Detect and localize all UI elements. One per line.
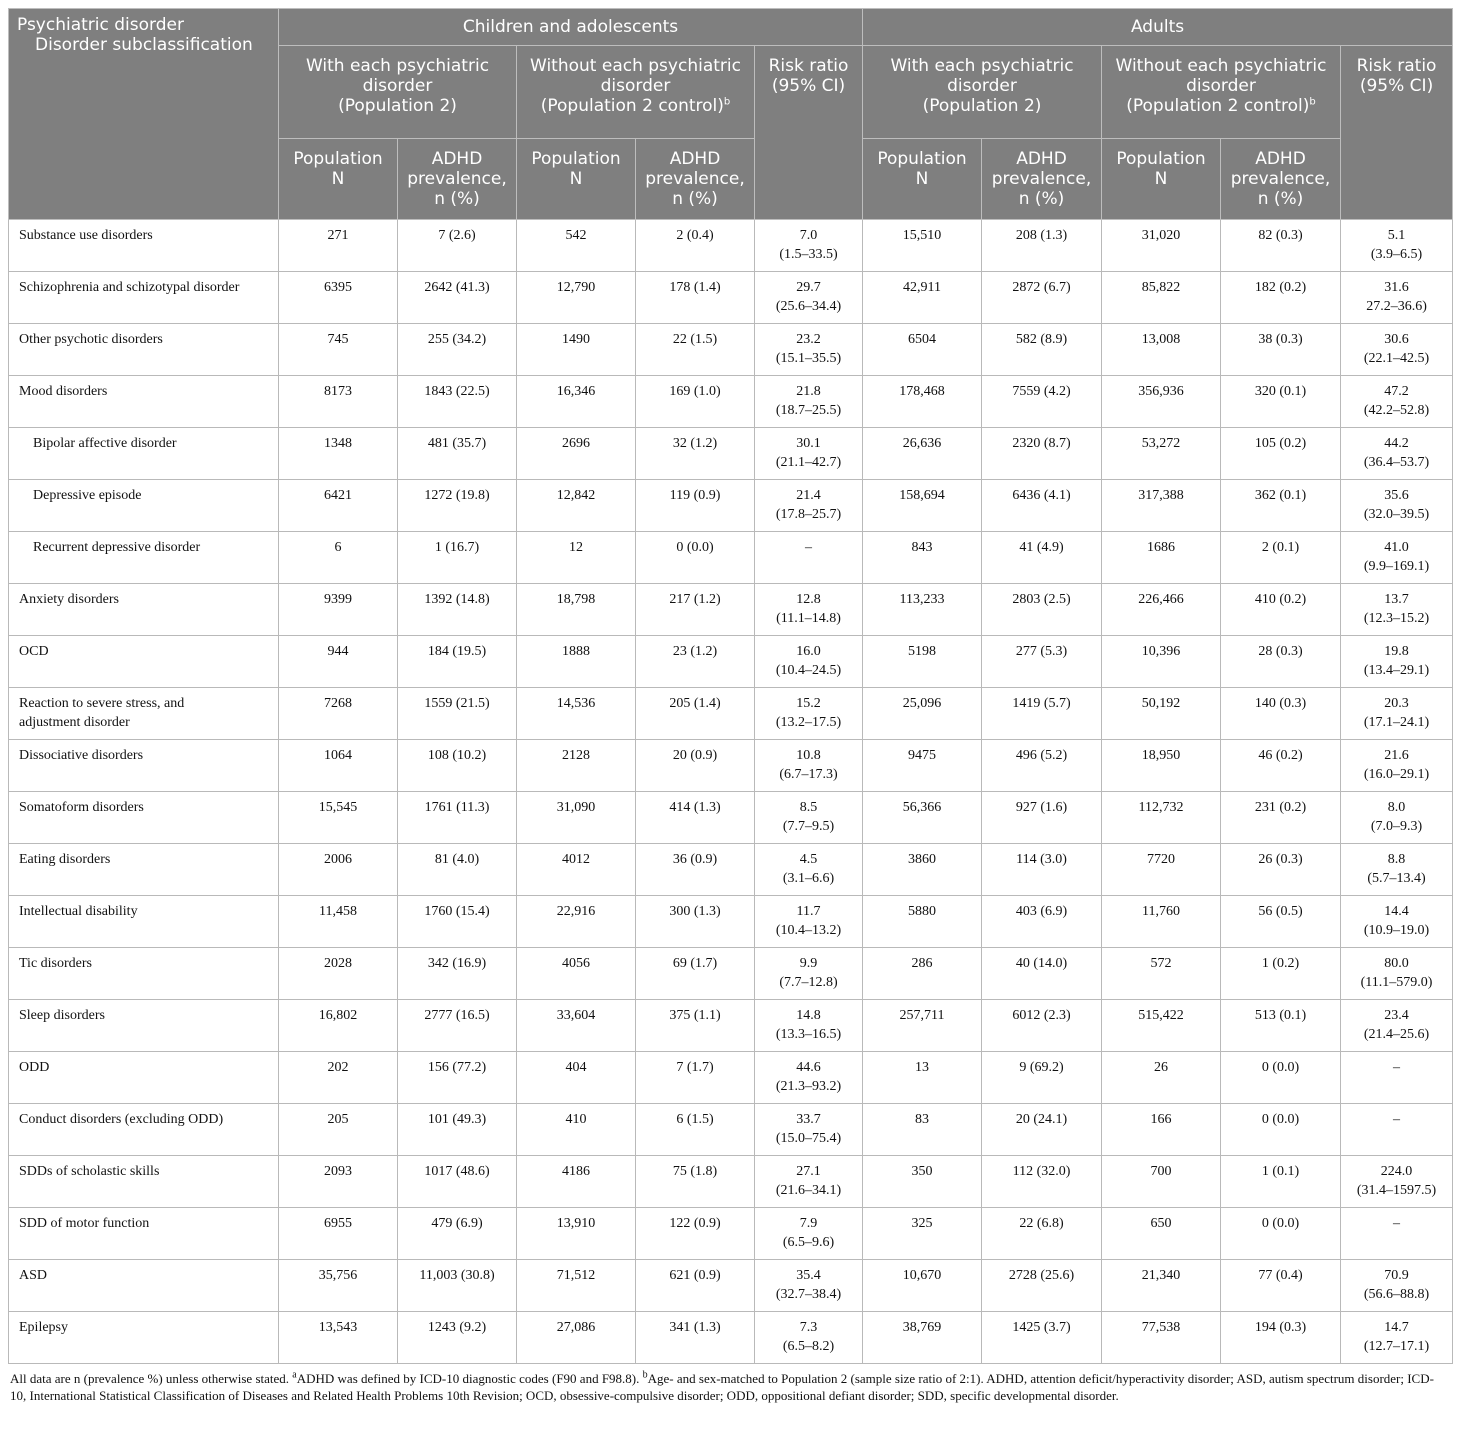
row-label: ODD bbox=[9, 1052, 279, 1104]
children-with-population: 2093 bbox=[279, 1156, 398, 1208]
adults-without-population: 112,732 bbox=[1102, 792, 1221, 844]
children-with-population: 6395 bbox=[279, 272, 398, 324]
children-with-adhd: 1559 (21.5) bbox=[398, 688, 517, 740]
table-row bbox=[9, 1000, 1453, 1052]
adults-without-population: 13,008 bbox=[1102, 324, 1221, 376]
children-risk-ratio: 9.9 (7.7–12.8) bbox=[755, 948, 863, 1000]
adults-without-population: 50,192 bbox=[1102, 688, 1221, 740]
children-without-population: 2128 bbox=[517, 740, 636, 792]
header-children-with: With each psychiatric disorder (Population 2) bbox=[279, 46, 517, 139]
row-label: Reaction to severe stress, and adjustment disorder bbox=[9, 688, 279, 740]
adults-with-adhd: 114 (3.0) bbox=[982, 844, 1102, 896]
children-with-adhd: 81 (4.0) bbox=[398, 844, 517, 896]
children-with-adhd: 342 (16.9) bbox=[398, 948, 517, 1000]
table-footnote: All data are n (prevalence %) unless otherwise stated. $^a$ADHD was defined by ICD-10 diagnostic codes (F90 and F98.8). $^b$Age- and sex-matched to Population 2 (sample size ratio of 2:1). ADHD, attention deficit/hyperactivity disorder; ASD, autism spectrum disorder; ICD-10, International Statistical Classification of Diseases and Related Health Problems 10th Revision; OCD, obsessive-compulsive disorder; ODD, oppositional defiant disorder; SDD, specific developmental disorder. bbox=[10, 1369, 1434, 1403]
adults-risk-ratio: 14.4 (10.9–19.0) bbox=[1341, 896, 1453, 948]
adults-without-population: 10,396 bbox=[1102, 636, 1221, 688]
children-without-adhd: 23 (1.2) bbox=[636, 636, 755, 688]
header-children-without: Without each psychiatric disorder (Population 2 control)$^b$ bbox=[517, 46, 755, 139]
children-without-adhd: 69 (1.7) bbox=[636, 948, 755, 1000]
children-risk-ratio: 44.6 (21.3–93.2) bbox=[755, 1052, 863, 1104]
children-with-population: 16,802 bbox=[279, 1000, 398, 1052]
row-label: Tic disorders bbox=[9, 948, 279, 1000]
adults-risk-ratio: 41.0 (9.9–169.1) bbox=[1341, 532, 1453, 584]
row-label: Recurrent depressive disorder bbox=[9, 532, 279, 584]
children-risk-ratio: 4.5 (3.1–6.6) bbox=[755, 844, 863, 896]
adults-without-adhd: 1 (0.2) bbox=[1221, 948, 1341, 1000]
adults-with-adhd: 22 (6.8) bbox=[982, 1208, 1102, 1260]
adults-without-adhd: 231 (0.2) bbox=[1221, 792, 1341, 844]
adults-without-population: 77,538 bbox=[1102, 1312, 1221, 1364]
children-without-population: 1888 bbox=[517, 636, 636, 688]
row-label: Sleep disorders bbox=[9, 1000, 279, 1052]
children-with-adhd: 1272 (19.8) bbox=[398, 480, 517, 532]
children-without-adhd: 119 (0.9) bbox=[636, 480, 755, 532]
table-row bbox=[9, 480, 1453, 532]
adults-without-population: 31,020 bbox=[1102, 220, 1221, 272]
adults-with-population: 56,366 bbox=[863, 792, 982, 844]
row-label: Intellectual disability bbox=[9, 896, 279, 948]
adults-with-population: 178,468 bbox=[863, 376, 982, 428]
children-with-adhd: 481 (35.7) bbox=[398, 428, 517, 480]
children-without-adhd: 7 (1.7) bbox=[636, 1052, 755, 1104]
children-with-adhd: 1 (16.7) bbox=[398, 532, 517, 584]
adults-with-population: 42,911 bbox=[863, 272, 982, 324]
header-adhd-prevalence: ADHD prevalence, n (%) bbox=[982, 139, 1102, 220]
adults-risk-ratio: 5.1 (3.9–6.5) bbox=[1341, 220, 1453, 272]
adults-with-adhd: 403 (6.9) bbox=[982, 896, 1102, 948]
adults-without-adhd: 46 (0.2) bbox=[1221, 740, 1341, 792]
adults-with-population: 9475 bbox=[863, 740, 982, 792]
adults-without-population: 650 bbox=[1102, 1208, 1221, 1260]
table-row bbox=[9, 844, 1453, 896]
children-risk-ratio: 11.7 (10.4–13.2) bbox=[755, 896, 863, 948]
header-adhd-prevalence: ADHD prevalence, n (%) bbox=[636, 139, 755, 220]
header-adhd-prevalence: ADHD prevalence, n (%) bbox=[1221, 139, 1341, 220]
children-with-population: 1064 bbox=[279, 740, 398, 792]
table-body bbox=[9, 220, 1453, 1364]
adults-without-adhd: 140 (0.3) bbox=[1221, 688, 1341, 740]
children-without-adhd: 20 (0.9) bbox=[636, 740, 755, 792]
row-label: Conduct disorders (excluding ODD) bbox=[9, 1104, 279, 1156]
table-row bbox=[9, 532, 1453, 584]
adults-with-adhd: 277 (5.3) bbox=[982, 636, 1102, 688]
table-row bbox=[9, 272, 1453, 324]
adults-with-population: 15,510 bbox=[863, 220, 982, 272]
row-label: Mood disorders bbox=[9, 376, 279, 428]
children-risk-ratio: 7.0 (1.5–33.5) bbox=[755, 220, 863, 272]
children-with-population: 745 bbox=[279, 324, 398, 376]
children-without-population: 4056 bbox=[517, 948, 636, 1000]
table-row bbox=[9, 1260, 1453, 1312]
children-with-population: 205 bbox=[279, 1104, 398, 1156]
row-label: Eating disorders bbox=[9, 844, 279, 896]
children-without-population: 27,086 bbox=[517, 1312, 636, 1364]
table-row bbox=[9, 1052, 1453, 1104]
children-with-population: 7268 bbox=[279, 688, 398, 740]
adults-with-population: 38,769 bbox=[863, 1312, 982, 1364]
children-without-population: 16,346 bbox=[517, 376, 636, 428]
adults-without-adhd: 0 (0.0) bbox=[1221, 1208, 1341, 1260]
header-group-adults: Adults bbox=[863, 9, 1453, 46]
adults-with-adhd: 40 (14.0) bbox=[982, 948, 1102, 1000]
table-container bbox=[8, 8, 1452, 1404]
table-row bbox=[9, 376, 1453, 428]
adults-without-population: 1686 bbox=[1102, 532, 1221, 584]
adults-with-adhd: 41 (4.9) bbox=[982, 532, 1102, 584]
row-label: SDD of motor function bbox=[9, 1208, 279, 1260]
adults-with-adhd: 1419 (5.7) bbox=[982, 688, 1102, 740]
adults-without-population: 18,950 bbox=[1102, 740, 1221, 792]
adults-with-adhd: 2320 (8.7) bbox=[982, 428, 1102, 480]
adults-without-population: 7720 bbox=[1102, 844, 1221, 896]
adults-without-adhd: 28 (0.3) bbox=[1221, 636, 1341, 688]
adults-without-adhd: 38 (0.3) bbox=[1221, 324, 1341, 376]
adults-with-adhd: 6012 (2.3) bbox=[982, 1000, 1102, 1052]
row-label: ASD bbox=[9, 1260, 279, 1312]
children-risk-ratio: 7.3 (6.5–8.2) bbox=[755, 1312, 863, 1364]
adults-without-adhd: 182 (0.2) bbox=[1221, 272, 1341, 324]
adults-with-population: 325 bbox=[863, 1208, 982, 1260]
adults-risk-ratio: – bbox=[1341, 1208, 1453, 1260]
children-risk-ratio: 29.7 (25.6–34.4) bbox=[755, 272, 863, 324]
children-without-adhd: 22 (1.5) bbox=[636, 324, 755, 376]
adhd-comorbidity-table bbox=[8, 8, 1453, 1364]
children-risk-ratio: 23.2 (15.1–35.5) bbox=[755, 324, 863, 376]
adults-without-adhd: 105 (0.2) bbox=[1221, 428, 1341, 480]
adults-risk-ratio: 35.6 (32.0–39.5) bbox=[1341, 480, 1453, 532]
row-label: Somatoform disorders bbox=[9, 792, 279, 844]
children-without-adhd: 300 (1.3) bbox=[636, 896, 755, 948]
children-with-population: 944 bbox=[279, 636, 398, 688]
adults-with-population: 158,694 bbox=[863, 480, 982, 532]
adults-with-adhd: 7559 (4.2) bbox=[982, 376, 1102, 428]
adults-with-population: 257,711 bbox=[863, 1000, 982, 1052]
children-with-population: 2028 bbox=[279, 948, 398, 1000]
table-header bbox=[9, 9, 1453, 220]
table-row bbox=[9, 1208, 1453, 1260]
table-row bbox=[9, 1156, 1453, 1208]
children-without-population: 4012 bbox=[517, 844, 636, 896]
table-row bbox=[9, 428, 1453, 480]
header-population-n: Population N bbox=[1102, 139, 1221, 220]
children-with-adhd: 1392 (14.8) bbox=[398, 584, 517, 636]
children-without-population: 12,842 bbox=[517, 480, 636, 532]
children-without-population: 2696 bbox=[517, 428, 636, 480]
children-risk-ratio: 14.8 (13.3–16.5) bbox=[755, 1000, 863, 1052]
children-without-population: 542 bbox=[517, 220, 636, 272]
children-without-population: 1490 bbox=[517, 324, 636, 376]
adults-without-adhd: 1 (0.1) bbox=[1221, 1156, 1341, 1208]
table-row bbox=[9, 636, 1453, 688]
row-label: Dissociative disorders bbox=[9, 740, 279, 792]
row-label: Bipolar affective disorder bbox=[9, 428, 279, 480]
adults-with-adhd: 9 (69.2) bbox=[982, 1052, 1102, 1104]
adults-without-adhd: 0 (0.0) bbox=[1221, 1052, 1341, 1104]
row-label: Depressive episode bbox=[9, 480, 279, 532]
children-without-adhd: 414 (1.3) bbox=[636, 792, 755, 844]
children-without-adhd: 169 (1.0) bbox=[636, 376, 755, 428]
children-without-adhd: 341 (1.3) bbox=[636, 1312, 755, 1364]
children-with-adhd: 1243 (9.2) bbox=[398, 1312, 517, 1364]
adults-with-population: 26,636 bbox=[863, 428, 982, 480]
adults-with-adhd: 2872 (6.7) bbox=[982, 272, 1102, 324]
children-with-population: 11,458 bbox=[279, 896, 398, 948]
children-with-adhd: 7 (2.6) bbox=[398, 220, 517, 272]
header-population-n: Population N bbox=[863, 139, 982, 220]
children-with-population: 2006 bbox=[279, 844, 398, 896]
adults-with-adhd: 112 (32.0) bbox=[982, 1156, 1102, 1208]
adults-risk-ratio: 21.6 (16.0–29.1) bbox=[1341, 740, 1453, 792]
children-with-adhd: 1760 (15.4) bbox=[398, 896, 517, 948]
children-with-adhd: 101 (49.3) bbox=[398, 1104, 517, 1156]
children-with-population: 35,756 bbox=[279, 1260, 398, 1312]
children-without-adhd: 36 (0.9) bbox=[636, 844, 755, 896]
adults-without-population: 572 bbox=[1102, 948, 1221, 1000]
children-with-adhd: 108 (10.2) bbox=[398, 740, 517, 792]
adults-with-population: 113,233 bbox=[863, 584, 982, 636]
adults-risk-ratio: 31.6 27.2–36.6) bbox=[1341, 272, 1453, 324]
adults-risk-ratio: 14.7 (12.7–17.1) bbox=[1341, 1312, 1453, 1364]
children-with-adhd: 2777 (16.5) bbox=[398, 1000, 517, 1052]
children-without-adhd: 32 (1.2) bbox=[636, 428, 755, 480]
header-children-risk-ratio: Risk ratio (95% CI) bbox=[755, 46, 863, 220]
header-subclassification-label: Disorder subclassification bbox=[35, 35, 253, 55]
header-adults-without: Without each psychiatric disorder (Population 2 control)$^b$ bbox=[1102, 46, 1341, 139]
adults-without-population: 515,422 bbox=[1102, 1000, 1221, 1052]
row-label: Substance use disorders bbox=[9, 220, 279, 272]
children-risk-ratio: 35.4 (32.7–38.4) bbox=[755, 1260, 863, 1312]
children-without-adhd: 375 (1.1) bbox=[636, 1000, 755, 1052]
children-without-adhd: 178 (1.4) bbox=[636, 272, 755, 324]
children-with-population: 6 bbox=[279, 532, 398, 584]
table-row bbox=[9, 220, 1453, 272]
header-adhd-prevalence: ADHD prevalence, n (%) bbox=[398, 139, 517, 220]
children-without-population: 14,536 bbox=[517, 688, 636, 740]
children-with-adhd: 1017 (48.6) bbox=[398, 1156, 517, 1208]
children-without-population: 404 bbox=[517, 1052, 636, 1104]
children-without-adhd: 0 (0.0) bbox=[636, 532, 755, 584]
adults-risk-ratio: 19.8 (13.4–29.1) bbox=[1341, 636, 1453, 688]
children-risk-ratio: 10.8 (6.7–17.3) bbox=[755, 740, 863, 792]
adults-without-adhd: 2 (0.1) bbox=[1221, 532, 1341, 584]
adults-with-population: 10,670 bbox=[863, 1260, 982, 1312]
adults-risk-ratio: 30.6 (22.1–42.5) bbox=[1341, 324, 1453, 376]
table-row bbox=[9, 1312, 1453, 1364]
table-row bbox=[9, 584, 1453, 636]
adults-risk-ratio: 70.9 (56.6–88.8) bbox=[1341, 1260, 1453, 1312]
adults-risk-ratio: 44.2 (36.4–53.7) bbox=[1341, 428, 1453, 480]
adults-without-population: 11,760 bbox=[1102, 896, 1221, 948]
adults-without-adhd: 26 (0.3) bbox=[1221, 844, 1341, 896]
adults-without-population: 356,936 bbox=[1102, 376, 1221, 428]
children-with-adhd: 184 (19.5) bbox=[398, 636, 517, 688]
adults-risk-ratio: – bbox=[1341, 1104, 1453, 1156]
adults-with-population: 6504 bbox=[863, 324, 982, 376]
adults-with-population: 3860 bbox=[863, 844, 982, 896]
adults-risk-ratio: 13.7 (12.3–15.2) bbox=[1341, 584, 1453, 636]
adults-with-adhd: 208 (1.3) bbox=[982, 220, 1102, 272]
adults-without-adhd: 362 (0.1) bbox=[1221, 480, 1341, 532]
adults-with-adhd: 20 (24.1) bbox=[982, 1104, 1102, 1156]
header-population-n: Population N bbox=[279, 139, 398, 220]
adults-without-population: 700 bbox=[1102, 1156, 1221, 1208]
row-label: Anxiety disorders bbox=[9, 584, 279, 636]
adults-with-adhd: 2728 (25.6) bbox=[982, 1260, 1102, 1312]
children-with-adhd: 156 (77.2) bbox=[398, 1052, 517, 1104]
children-with-adhd: 255 (34.2) bbox=[398, 324, 517, 376]
adults-without-adhd: 194 (0.3) bbox=[1221, 1312, 1341, 1364]
adults-without-population: 53,272 bbox=[1102, 428, 1221, 480]
children-with-population: 13,543 bbox=[279, 1312, 398, 1364]
children-risk-ratio: 33.7 (15.0–75.4) bbox=[755, 1104, 863, 1156]
adults-with-population: 13 bbox=[863, 1052, 982, 1104]
adults-with-adhd: 927 (1.6) bbox=[982, 792, 1102, 844]
adults-with-adhd: 6436 (4.1) bbox=[982, 480, 1102, 532]
adults-without-adhd: 82 (0.3) bbox=[1221, 220, 1341, 272]
children-without-population: 33,604 bbox=[517, 1000, 636, 1052]
children-without-population: 12,790 bbox=[517, 272, 636, 324]
children-without-population: 31,090 bbox=[517, 792, 636, 844]
row-label: Epilepsy bbox=[9, 1312, 279, 1364]
children-without-population: 4186 bbox=[517, 1156, 636, 1208]
adults-with-population: 843 bbox=[863, 532, 982, 584]
children-risk-ratio: 30.1 (21.1–42.7) bbox=[755, 428, 863, 480]
header-population-n: Population N bbox=[517, 139, 636, 220]
children-without-population: 12 bbox=[517, 532, 636, 584]
table-row bbox=[9, 948, 1453, 1000]
children-without-adhd: 205 (1.4) bbox=[636, 688, 755, 740]
children-without-adhd: 621 (0.9) bbox=[636, 1260, 755, 1312]
children-with-population: 8173 bbox=[279, 376, 398, 428]
table-row bbox=[9, 688, 1453, 740]
children-risk-ratio: 16.0 (10.4–24.5) bbox=[755, 636, 863, 688]
children-with-population: 1348 bbox=[279, 428, 398, 480]
adults-with-population: 83 bbox=[863, 1104, 982, 1156]
children-without-adhd: 2 (0.4) bbox=[636, 220, 755, 272]
children-with-population: 6955 bbox=[279, 1208, 398, 1260]
children-without-adhd: 75 (1.8) bbox=[636, 1156, 755, 1208]
children-without-population: 410 bbox=[517, 1104, 636, 1156]
adults-with-population: 5198 bbox=[863, 636, 982, 688]
adults-without-population: 166 bbox=[1102, 1104, 1221, 1156]
adults-without-population: 226,466 bbox=[1102, 584, 1221, 636]
table-row bbox=[9, 792, 1453, 844]
adults-with-adhd: 1425 (3.7) bbox=[982, 1312, 1102, 1364]
children-risk-ratio: – bbox=[755, 532, 863, 584]
children-without-population: 22,916 bbox=[517, 896, 636, 948]
children-with-adhd: 2642 (41.3) bbox=[398, 272, 517, 324]
adults-without-population: 85,822 bbox=[1102, 272, 1221, 324]
children-risk-ratio: 27.1 (21.6–34.1) bbox=[755, 1156, 863, 1208]
adults-without-adhd: 56 (0.5) bbox=[1221, 896, 1341, 948]
adults-without-population: 26 bbox=[1102, 1052, 1221, 1104]
adults-without-population: 21,340 bbox=[1102, 1260, 1221, 1312]
children-risk-ratio: 12.8 (11.1–14.8) bbox=[755, 584, 863, 636]
adults-without-adhd: 320 (0.1) bbox=[1221, 376, 1341, 428]
header-disorder-label: Psychiatric disorder bbox=[17, 15, 184, 35]
table-row bbox=[9, 324, 1453, 376]
adults-risk-ratio: 47.2 (42.2–52.8) bbox=[1341, 376, 1453, 428]
adults-risk-ratio: 80.0 (11.1–579.0) bbox=[1341, 948, 1453, 1000]
adults-with-population: 350 bbox=[863, 1156, 982, 1208]
children-without-population: 13,910 bbox=[517, 1208, 636, 1260]
children-with-adhd: 1843 (22.5) bbox=[398, 376, 517, 428]
adults-with-population: 25,096 bbox=[863, 688, 982, 740]
header-adults-with: With each psychiatric disorder (Population 2) bbox=[863, 46, 1102, 139]
adults-without-adhd: 410 (0.2) bbox=[1221, 584, 1341, 636]
adults-with-adhd: 496 (5.2) bbox=[982, 740, 1102, 792]
adults-risk-ratio: 224.0 (31.4–1597.5) bbox=[1341, 1156, 1453, 1208]
children-without-adhd: 217 (1.2) bbox=[636, 584, 755, 636]
adults-with-adhd: 2803 (2.5) bbox=[982, 584, 1102, 636]
children-with-population: 15,545 bbox=[279, 792, 398, 844]
header-group-children: Children and adolescents bbox=[279, 9, 863, 46]
adults-risk-ratio: 23.4 (21.4–25.6) bbox=[1341, 1000, 1453, 1052]
children-without-adhd: 122 (0.9) bbox=[636, 1208, 755, 1260]
table-row bbox=[9, 896, 1453, 948]
adults-risk-ratio: 8.8 (5.7–13.4) bbox=[1341, 844, 1453, 896]
adults-without-adhd: 513 (0.1) bbox=[1221, 1000, 1341, 1052]
children-with-adhd: 11,003 (30.8) bbox=[398, 1260, 517, 1312]
children-with-population: 202 bbox=[279, 1052, 398, 1104]
header-corner bbox=[9, 9, 279, 220]
children-risk-ratio: 7.9 (6.5–9.6) bbox=[755, 1208, 863, 1260]
row-label: SDDs of scholastic skills bbox=[9, 1156, 279, 1208]
table-row bbox=[9, 1104, 1453, 1156]
children-with-population: 6421 bbox=[279, 480, 398, 532]
adults-risk-ratio: 8.0 (7.0–9.3) bbox=[1341, 792, 1453, 844]
children-with-population: 271 bbox=[279, 220, 398, 272]
adults-without-adhd: 77 (0.4) bbox=[1221, 1260, 1341, 1312]
children-risk-ratio: 15.2 (13.2–17.5) bbox=[755, 688, 863, 740]
children-without-population: 18,798 bbox=[517, 584, 636, 636]
adults-without-population: 317,388 bbox=[1102, 480, 1221, 532]
children-with-adhd: 1761 (11.3) bbox=[398, 792, 517, 844]
children-risk-ratio: 21.4 (17.8–25.7) bbox=[755, 480, 863, 532]
children-risk-ratio: 21.8 (18.7–25.5) bbox=[755, 376, 863, 428]
table-row bbox=[9, 740, 1453, 792]
adults-with-adhd: 582 (8.9) bbox=[982, 324, 1102, 376]
adults-without-adhd: 0 (0.0) bbox=[1221, 1104, 1341, 1156]
children-with-adhd: 479 (6.9) bbox=[398, 1208, 517, 1260]
adults-risk-ratio: – bbox=[1341, 1052, 1453, 1104]
children-risk-ratio: 8.5 (7.7–9.5) bbox=[755, 792, 863, 844]
row-label: OCD bbox=[9, 636, 279, 688]
adults-with-population: 5880 bbox=[863, 896, 982, 948]
row-label: Other psychotic disorders bbox=[9, 324, 279, 376]
children-with-population: 9399 bbox=[279, 584, 398, 636]
adults-with-population: 286 bbox=[863, 948, 982, 1000]
children-without-adhd: 6 (1.5) bbox=[636, 1104, 755, 1156]
adults-risk-ratio: 20.3 (17.1–24.1) bbox=[1341, 688, 1453, 740]
row-label: Schizophrenia and schizotypal disorder bbox=[9, 272, 279, 324]
header-adults-risk-ratio: Risk ratio (95% CI) bbox=[1341, 46, 1453, 220]
children-without-population: 71,512 bbox=[517, 1260, 636, 1312]
